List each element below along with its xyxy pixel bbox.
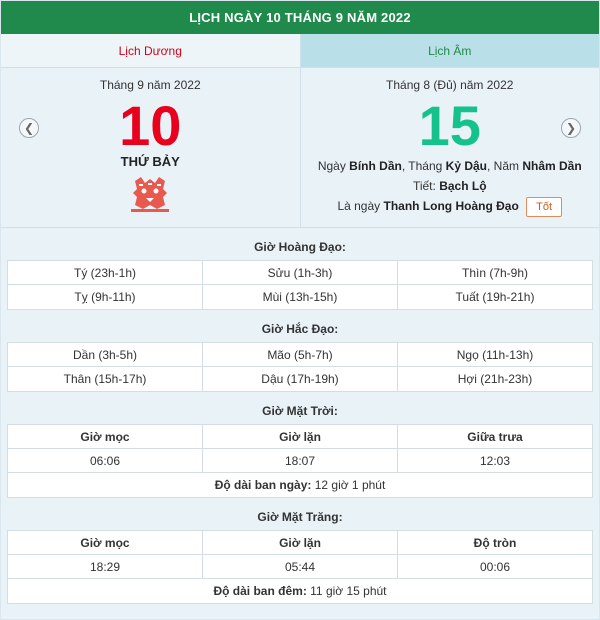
solar-noon-time: 12:03 (479, 454, 511, 468)
chevron-left-icon: ❮ (23, 121, 35, 135)
table-row (8, 343, 592, 367)
page-title: LỊCH NGÀY 10 THÁNG 9 NĂM 2022 (1, 1, 599, 34)
table-row (8, 449, 592, 473)
hac-dao-table (7, 342, 593, 392)
table-row (8, 285, 592, 309)
sunrise-time: 06:06 (8, 449, 203, 472)
tiger-icon (127, 175, 173, 213)
day-panel (1, 68, 599, 228)
solar-day-number: 10 (119, 94, 182, 157)
table-header-row (8, 425, 592, 449)
table-cell: Dần (3h-5h) (8, 343, 203, 366)
table-cell: Tuất (19h-21h) (455, 290, 535, 304)
weekday-label: THỨ BẢY (120, 154, 180, 169)
day-length-row (8, 473, 592, 497)
table-row (8, 367, 592, 391)
column-header: Giờ lặn (203, 425, 398, 448)
can-chi-day: Bính Dần (349, 159, 402, 173)
lunar-month-year: Tháng 8 (Đủ) năm 2022 (386, 78, 514, 92)
table-cell: Hợi (21h-23h) (457, 372, 533, 386)
hoang-dao-title: Giờ Hoàng Đạo: (254, 240, 346, 254)
table-cell: Tý (23h-1h) (8, 261, 203, 284)
column-header: Giữa trưa (467, 430, 523, 444)
chevron-right-icon: ❯ (565, 121, 577, 135)
table-cell: Sửu (1h-3h) (203, 261, 398, 284)
night-length-row (8, 579, 592, 603)
sun-times-title: Giờ Mặt Trời: (262, 404, 338, 418)
moon-times-title: Giờ Mặt Trăng: (257, 510, 343, 524)
hac-dao-title: Giờ Hắc Đạo: (261, 322, 339, 336)
column-header: Giờ lặn (203, 531, 398, 554)
day-quality-badge: Tốt (526, 197, 562, 217)
next-day-button[interactable] (561, 118, 581, 138)
table-header-row (8, 531, 592, 555)
can-chi-month: Kỷ Dậu (445, 159, 487, 173)
moon-times-table (7, 530, 593, 604)
table-cell: Mùi (13h-15h) (203, 285, 398, 309)
tab-lunar-calendar[interactable]: Lịch Âm (301, 34, 600, 67)
day-quality-name: Thanh Long Hoàng Đạo (383, 199, 519, 213)
table-cell: Ngọ (11h-13h) (456, 348, 534, 362)
solar-month-year: Tháng 9 năm 2022 (99, 78, 201, 92)
table-cell: Mão (5h-7h) (203, 343, 398, 366)
lunar-column (301, 68, 600, 227)
table-row (8, 555, 592, 579)
solar-column (1, 68, 301, 227)
moonrise-time: 18:29 (8, 555, 203, 578)
table-row (8, 261, 592, 285)
table-cell: Thìn (7h-9h) (461, 266, 529, 280)
lunar-day-number: 15 (418, 94, 481, 157)
can-chi-line: Ngày Bính Dần, Tháng Kỷ Dậu, Năm Nhâm Dần (317, 159, 582, 173)
moon-phase-value: 00:06 (479, 560, 511, 574)
moonset-time: 05:44 (203, 555, 398, 578)
la-ngay-line: Là ngày Thanh Long Hoàng Đạo Tốt (301, 196, 600, 217)
night-length: Độ dài ban đêm: 11 giờ 15 phút (213, 584, 387, 598)
calendar-tabs (1, 34, 599, 68)
table-cell: Tỵ (9h-11h) (8, 285, 203, 309)
tiet-line: Tiết: Bạch Lộ (412, 179, 487, 193)
prev-day-button[interactable] (19, 118, 39, 138)
column-header: Giờ mọc (8, 531, 203, 554)
table-cell: Dậu (17h-19h) (203, 367, 398, 391)
tab-solar-calendar[interactable]: Lịch Dương (1, 34, 301, 67)
sun-times-table (7, 424, 593, 498)
day-length: Độ dài ban ngày: 12 giờ 1 phút (214, 478, 386, 492)
tiet-value: Bạch Lộ (439, 179, 487, 193)
sunset-time: 18:07 (203, 449, 398, 472)
table-cell: Thân (15h-17h) (8, 367, 203, 391)
column-header: Độ tròn (473, 536, 517, 550)
can-chi-year: Nhâm Dần (522, 159, 582, 173)
hoang-dao-table (7, 260, 593, 310)
column-header: Giờ mọc (8, 425, 203, 448)
